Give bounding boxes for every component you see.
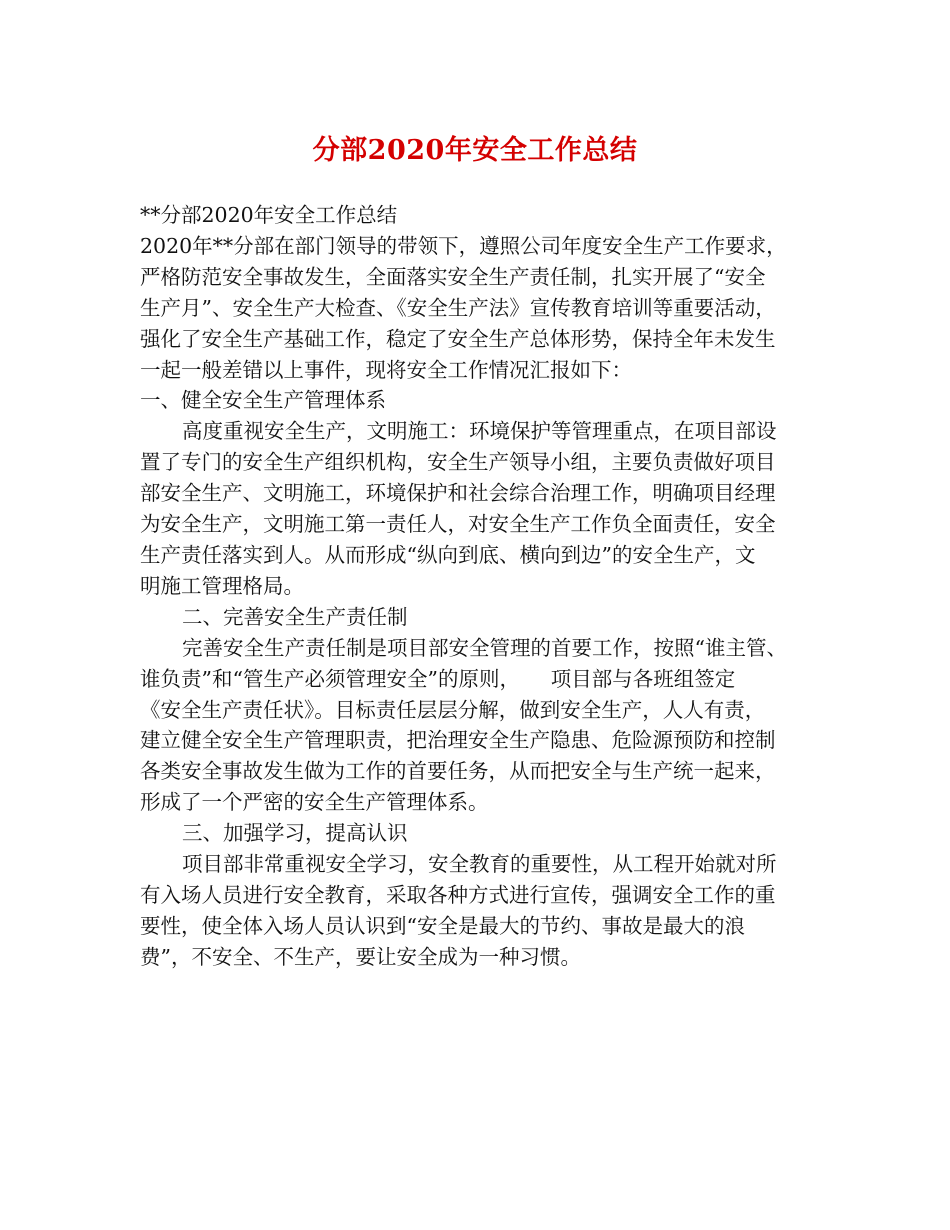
- section2-line: 《安全生产责任状》。目标责任层层分解，做到安全生产，人人有责，: [140, 697, 766, 722]
- section2-line: 建立健全安全生产管理职责，把治理安全生产隐患、危险源预防和控制: [140, 728, 776, 753]
- section3-line: 项目部非常重视安全学习，安全教育的重要性，从工程开始就对所: [182, 852, 777, 877]
- document-body: [140, 200, 830, 973]
- section3-line: 费”，不安全、不生产，要让安全成为一种习惯。: [140, 944, 581, 969]
- section1-line: 高度重视安全生产，文明施工：环境保护等管理重点，在项目部设: [182, 419, 777, 444]
- section2-line: 各类安全事故发生做为工作的首要任务，从而把安全与生产统一起来，: [140, 759, 776, 784]
- section3-line: 有入场人员进行安全教育，采取各种方式进行宣传，强调安全工作的重: [140, 882, 776, 907]
- section2-line: 完善安全生产责任制是项目部安全管理的首要工作，按照“谁主管、: [182, 635, 787, 660]
- intro-line: 一起一般差错以上事件，现将安全工作情况汇报如下：: [140, 357, 632, 382]
- document-title: 分部2020年安全工作总结: [312, 135, 638, 166]
- section1-line: 明施工管理格局。: [140, 573, 304, 598]
- document-subtitle: **分部2020年安全工作总结: [140, 203, 398, 227]
- section-heading-3: 三、加强学习，提高认识: [182, 821, 408, 846]
- intro-line: 强化了安全生产基础工作，稳定了安全生产总体形势，保持全年未发生: [140, 326, 776, 351]
- section1-line: 部安全生产、文明施工，环境保护和社会综合治理工作，明确项目经理: [140, 481, 776, 506]
- intro-line: 生产月”、安全生产大检查、《安全生产法》宣传教育培训等重要活动，: [140, 295, 776, 320]
- section2-line: 形成了一个严密的安全生产管理体系。: [140, 790, 489, 815]
- intro-line: 严格防范安全事故发生，全面落实安全生产责任制，扎实开展了“安全: [140, 264, 766, 289]
- section1-line: 为安全生产，文明施工第一责任人，对安全生产工作负全面责任，安全: [140, 512, 776, 537]
- section1-line: 置了专门的安全生产组织机构，安全生产领导小组，主要负责做好项目: [140, 450, 776, 475]
- intro-line: 2020年**分部在部门领导的带领下，遵照公司年度安全生产工作要求，: [140, 233, 787, 258]
- section3-line: 要性，使全体入场人员认识到“安全是最大的节约、事故是最大的浪: [140, 913, 745, 938]
- section2-line: 谁负责”和“管生产必须管理安全”的原则， 项目部与各班组签定: [140, 666, 736, 691]
- section-heading-1: 一、健全安全生产管理体系: [140, 388, 386, 413]
- section1-line: 生产责任落实到人。从而形成“纵向到底、横向到边”的安全生产，文: [140, 542, 756, 567]
- section-heading-2: 二、完善安全生产责任制: [182, 604, 408, 629]
